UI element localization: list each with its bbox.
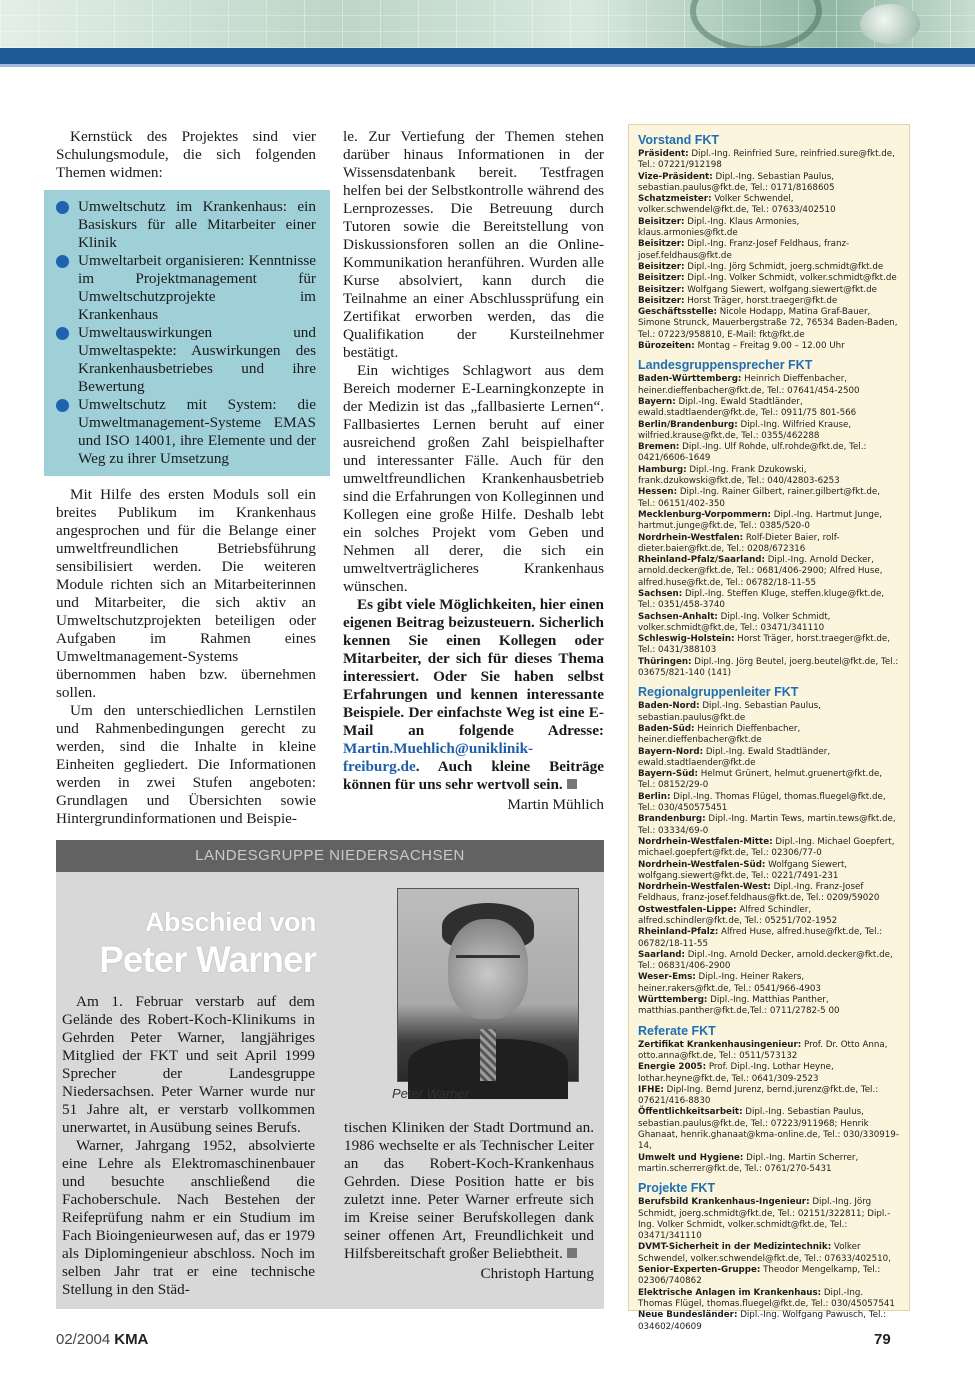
contact-details: Dipl.-Ing. Wolfgang Pawusch, Tel.: 034602/40609 bbox=[638, 1310, 887, 1332]
contact-entry bbox=[638, 487, 900, 510]
contact-details: Dipl.-Ing. Volker Schmidt, volker.schmidt@fkt.de bbox=[684, 273, 897, 284]
contact-entry bbox=[638, 296, 900, 307]
contact-role: Baden-Süd: bbox=[638, 723, 695, 734]
contact-role: Mecklenburg-Vorpommern: bbox=[638, 509, 772, 520]
contact-details: Dipl.-Ing. Ewald Stadtländer, ewald.stadtlaender@fkt.de bbox=[638, 746, 831, 768]
contact-details: Wolfgang Siewert, wolfgang.siewert@fkt.de, Tel.: 0221/7491-231 bbox=[638, 859, 848, 881]
body-paragraph: Mit Hilfe des ersten Moduls soll ein breites Publikum im Krankenhaus angesprochen und für die Belange einer umweltfreundlichen Betriebsführung sensibilisiert werden. Die weiteren Module richten sich an Mitarbeiterinnen und Mitarbeiter, die sich aktiv an Umweltschutzprojekten beteiligen oder Aufgaben im Rahmen eines Umweltmanagement-Systems übernommen haben bzw. übernehmen sollen. bbox=[56, 486, 316, 701]
contact-role: Elektrische Anlagen im Krankenhaus: bbox=[638, 1287, 822, 1298]
contact-entry bbox=[638, 972, 900, 995]
contact-details: Heinrich Dieffenbacher, heiner.dieffenbacher@fkt.de bbox=[638, 723, 801, 746]
contact-entry bbox=[638, 927, 900, 950]
contact-details: Dipl.-Ing. Jörg Schmidt, joerg.schmidt@fkt.de, Tel.: 02151/322811; Dipl.-Ing. Volker Schmidt, volker.schmidt@fkt.de, Tel.: 03471/341110 bbox=[638, 1197, 891, 1242]
module-text: Umweltauswirkungen und Umweltaspekte: Auswirkungen des Krankenhausbetriebes und ihre Bewertung bbox=[78, 324, 316, 395]
contact-entry bbox=[638, 1085, 900, 1108]
contact-entry bbox=[638, 285, 900, 296]
module-item bbox=[56, 324, 316, 396]
issue-date: 02/2004 bbox=[56, 1331, 111, 1348]
contact-role: Baden-Nord: bbox=[638, 701, 700, 712]
contact-entry bbox=[638, 1242, 900, 1265]
contact-entry bbox=[638, 172, 900, 195]
module-item bbox=[56, 198, 316, 252]
contact-role: Bürozeiten: bbox=[638, 341, 695, 352]
body-paragraph bbox=[344, 1119, 594, 1263]
contact-entry bbox=[638, 1197, 900, 1242]
contact-entry bbox=[638, 634, 900, 657]
contact-details: Rolf-Dieter Baier, rolf-dieter.baier@fkt.de, Tel.: 0208/672316 bbox=[638, 532, 840, 554]
contact-entry bbox=[638, 374, 900, 397]
contact-role: IFHE: bbox=[638, 1084, 664, 1095]
contact-details: Wolfgang Siewert, wolfgang.siewert@fkt.de bbox=[684, 284, 878, 295]
contact-entry bbox=[638, 262, 900, 273]
contact-details: Dipl.-Ing. Arnold Decker, arnold.decker@fkt.de, Tel.: 06831/406-2900 bbox=[638, 949, 893, 972]
contact-role: Beisitzer: bbox=[638, 273, 685, 284]
contact-entry bbox=[638, 792, 900, 815]
intro-paragraph: Kernstück des Projektes sind vier Schulungsmodule, die sich folgenden Themen widmen: bbox=[56, 128, 316, 181]
contact-entry bbox=[638, 882, 900, 905]
contact-role: Energie 2005: bbox=[638, 1062, 707, 1073]
call-to-action-end: . Auch kleine Beiträge können für uns sehr wertvoll sein. bbox=[343, 758, 604, 793]
contact-entry bbox=[638, 995, 900, 1018]
contact-entry bbox=[638, 747, 900, 770]
contact-details: Dipl.-Ing. Jörg Schmidt, joerg.schmidt@fkt.de bbox=[684, 261, 884, 272]
contact-details: Dipl.-Ing. Frank Dzukowski, frank.dzukowski@fkt.de, Tel.: 040/42803-6253 bbox=[638, 464, 840, 487]
contact-role: Thüringen: bbox=[638, 656, 692, 667]
contact-role: Nordrhein-Westfalen: bbox=[638, 532, 744, 543]
contact-entry bbox=[638, 217, 900, 240]
body-paragraph: Um den unterschiedlichen Lernstilen und Rahmenbedingungen gerecht zu werden, sind die Inhalte in kleine Einheiten gegliedert. Die Informationen werden in zwei Stufen angeboten: Grundlagen und Übersichten sowie Hintergrundinformationen und Beispie- bbox=[56, 702, 316, 827]
contact-details: Helmut Grünert, helmut.gruenert@fkt.de, Tel.: 08152/29-0 bbox=[638, 769, 883, 791]
obituary-column-2 bbox=[344, 1119, 594, 1283]
contact-role: Öffentlichkeitsarbeit: bbox=[638, 1107, 743, 1118]
end-mark-icon bbox=[567, 779, 577, 789]
module-text: Umweltarbeit organisieren: Kenntnisse im Projektmanagement für Umweltschutzprojekte im Krankenhaus bbox=[78, 252, 316, 323]
sidebar-section bbox=[638, 685, 900, 1017]
module-list bbox=[44, 190, 330, 476]
contact-role: Zertifikat Krankenhausingenieur: bbox=[638, 1039, 802, 1050]
contact-role: Berlin: bbox=[638, 791, 671, 802]
sidebar-section-title: Referate FKT bbox=[638, 1023, 716, 1038]
contact-details: Dipl.-Ing. Thomas Flügel, thomas.fluegel@fkt.de, Tel.: 030/45057541 bbox=[638, 1287, 895, 1309]
contact-entry bbox=[638, 442, 900, 465]
contact-role: Beisitzer: bbox=[638, 261, 685, 272]
contact-entry bbox=[638, 510, 900, 533]
contact-entry bbox=[638, 612, 900, 635]
sidebar-section bbox=[638, 1024, 900, 1176]
contact-details: Volker Schwendel, volker.schwendel@fkt.de, Tel.: 07633/402510, bbox=[638, 1242, 891, 1264]
contact-entry bbox=[638, 769, 900, 792]
contact-role: Nordrhein-Westfalen-West: bbox=[638, 882, 771, 893]
obituary-box bbox=[56, 840, 604, 1309]
sidebar-section bbox=[638, 1181, 900, 1333]
contact-role: Bayern-Süd: bbox=[638, 769, 698, 780]
contact-details: Dipl.-Ing. Klaus Armonies, klaus.armonies@fkt.de bbox=[638, 216, 800, 239]
body-paragraph: Am 1. Februar verstarb auf dem Gelände des Robert-Koch-Klinikums in Gehrden Peter Warner, langjähriges Mitglied der FKT und seit April 1999 Sprecher der Landesgruppe Niedersachsen. Peter Warner wurde nur 51 Jahre alt, er verstarb vollkommen unerwartet, in Ausübung seines Berufs. bbox=[62, 993, 315, 1136]
email-link[interactable]: Martin.Muehlich@uniklinik-freiburg.de bbox=[343, 740, 534, 775]
contact-role: Schatzmeister: bbox=[638, 194, 712, 205]
contact-entry bbox=[638, 273, 900, 284]
contact-details: Theodor Mengelkamp, Tel.: 02306/740862 bbox=[638, 1265, 881, 1287]
contact-role: Rheinland-Pfalz: bbox=[638, 927, 719, 938]
module-item bbox=[56, 396, 316, 468]
contact-role: Berufsbild Krankenhaus-Ingenieur: bbox=[638, 1197, 810, 1208]
contact-details: Alfred Schindler, alfred.schindler@fkt.de, Tel.: 05251/702-1952 bbox=[638, 904, 838, 926]
contact-role: Nordrhein-Westfalen-Süd: bbox=[638, 859, 766, 870]
contact-role: Geschäftsstelle: bbox=[638, 307, 718, 318]
contact-details: Horst Träger, horst.traeger@fkt.de, Tel.: 0431/388103 bbox=[638, 634, 891, 656]
contact-entry bbox=[638, 701, 900, 724]
contact-entry bbox=[638, 1265, 900, 1288]
contact-entry bbox=[638, 1153, 900, 1176]
contact-role: Umwelt und Hygiene: bbox=[638, 1152, 744, 1163]
contact-details: Dipl.-Ing. Ewald Stadtländer, ewald.stadtlaender@fkt.de, Tel.: 0911/75 801-566 bbox=[638, 396, 857, 419]
contact-details: Dipl.-Ing. Sebastian Paulus, sebastian.paulus@fkt.de bbox=[638, 701, 821, 723]
contact-details: Dipl.-Ing. Sebastian Paulus, sebastian.paulus@fkt.de, Tel.: 07223/911968; Henrik Ghanaat, henrik.ghanaat@kma-online.de, Tel.: 030/330919-14, bbox=[638, 1107, 899, 1152]
body-paragraph: le. Zur Vertiefung der Themen stehen darüber hinaus Informationen in der Wissensdatenbank bereit. Testfragen helfen bei der Selbstkontrolle während des Lernprozesses. Die Betreuung durch Tutoren sowie die Bereitstellung von Diskussionsforen sollen an die Online-Kommunikation heranführen. Wurden alle Kurse absolviert, kann durch die Teilnahme an einer Abschlussprüfung ein Zertifikat erworben werden, das die Qualifikation der Kursteilnehmer bestätigt. bbox=[343, 128, 604, 361]
contact-role: Nordrhein-Westfalen-Mitte: bbox=[638, 836, 773, 847]
contact-role: Schleswig-Holstein: bbox=[638, 634, 735, 645]
contact-details: Nicole Hodapp, Matina Graf-Bauer, Simone Strunck, Mauerbergstraße 72, 76534 Baden-Baden, Tel.: 07223/958810, E-Mail: fkt@fkt.de bbox=[638, 307, 898, 340]
contact-role: Bremen: bbox=[638, 442, 680, 453]
contact-entry bbox=[638, 950, 900, 973]
contact-role: Brandenburg: bbox=[638, 814, 706, 825]
contact-role: DVMT-Sicherheit in der Medizintechnik: bbox=[638, 1242, 832, 1253]
contact-entry bbox=[638, 1288, 900, 1311]
page-number: 79 bbox=[874, 1331, 891, 1348]
body-text: tischen Kliniken der Stadt Dortmund an. 1986 wechselte er als Technischer Leiter an das Robert-Koch-Krankenhaus Gehrden. Diese Position hatte er bis zuletzt inne. Peter Warner erfreute sich im Kreise seiner Berufskollegen dank seiner offenen Art, Freundlichkeit und Hilfsbereitschaft großer Beliebtheit. bbox=[344, 1119, 594, 1262]
contact-details: Dipl.-Ing. Arnold Decker, arnold.decker@fkt.de, Tel.: 0681/406-2900; Alfred Huse, alfred.huse@fkt.de, Tel.: 06782/18-11-55 bbox=[638, 555, 883, 588]
contact-role: Weser-Ems: bbox=[638, 972, 696, 983]
bullet-dot-icon bbox=[56, 255, 69, 268]
contact-entry bbox=[638, 1107, 900, 1152]
end-mark-icon bbox=[567, 1248, 577, 1258]
contact-role: Sachsen-Anhalt: bbox=[638, 611, 718, 622]
section-band bbox=[56, 840, 604, 872]
contact-role: Hamburg: bbox=[638, 464, 687, 475]
obituary-author: Christoph Hartung bbox=[480, 1265, 594, 1282]
contact-details: Dipl.-Ing. Sebastian Paulus, sebastian.paulus@fkt.de, Tel.: 0171/8168605 bbox=[638, 171, 835, 193]
sidebar-section bbox=[638, 133, 900, 352]
contact-entry bbox=[638, 589, 900, 612]
module-text: Umweltschutz im Krankenhaus: ein Basiskurs für alle Mitarbeiter einer Klinik bbox=[78, 198, 316, 251]
call-to-action-text: Es gibt viele Möglichkeiten, hier einen eigenen Beitrag beizusteuern. Sicherlich kennen Sie einen Kollegen oder Mitarbeiter, der sich für dieses Thema interessiert. Oder Sie haben selbst Erfahrungen und kennen interessante Beispiele. Der einfachste Weg ist eine E-Mail an folgende Adresse: bbox=[343, 596, 604, 739]
contact-details: Prof. Dipl.-Ing. Lothar Heyne, lothar.heyne@fkt.de, Tel.: 0641/309-2523 bbox=[638, 1062, 834, 1084]
contact-entry bbox=[638, 341, 900, 352]
contact-role: Beisitzer: bbox=[638, 295, 685, 306]
contact-role: Berlin/Brandenburg: bbox=[638, 419, 738, 430]
contact-details: Dipl.-Ing. Reinfried Sure, reinfried.sure@fkt.de, Tel.: 07221/912198 bbox=[638, 149, 895, 171]
contact-details: Dipl.-Ing. Martin Scherrer, martin.scherrer@fkt.de, Tel.: 0761/270-5431 bbox=[638, 1152, 859, 1174]
contact-entry bbox=[638, 657, 900, 680]
contact-role: Vize-Präsident: bbox=[638, 171, 713, 182]
photo-caption: Peter Warner bbox=[392, 1086, 470, 1101]
contact-role: Beisitzer: bbox=[638, 216, 685, 227]
contact-details: Heinrich Dieffenbacher, heiner.dieffenbacher@fkt.de, Tel.: 07641/454-2500 bbox=[638, 374, 860, 396]
contact-role: Baden-Württemberg: bbox=[638, 374, 742, 385]
contact-details: Volker Schwendel, volker.schwendel@fkt.de, Tel.: 07633/402510 bbox=[638, 194, 836, 216]
sidebar-section-title: Vorstand FKT bbox=[638, 133, 720, 147]
obituary-column-1 bbox=[62, 993, 315, 1299]
sidebar-section-title: Projekte FKT bbox=[638, 1181, 716, 1196]
contact-details: Horst Träger, horst.traeger@fkt.de bbox=[684, 295, 838, 306]
magazine-name: KMA bbox=[114, 1331, 149, 1348]
contact-details: Dipl.-Ing. Thomas Flügel, thomas.fluegel@fkt.de, Tel.: 030/450575451 bbox=[638, 791, 886, 814]
contact-entry bbox=[638, 814, 900, 837]
contact-details: Dipl.-Ing. Hartmut Junge, hartmut.junge@fkt.de, Tel.: 0385/520-0 bbox=[638, 509, 882, 532]
contact-entry bbox=[638, 1062, 900, 1085]
contact-entry bbox=[638, 860, 900, 883]
module-item bbox=[56, 252, 316, 324]
bullet-dot-icon bbox=[56, 327, 69, 340]
contact-details: Dipl.-Ing. Michael Goepfert, michael.goepfert@fkt.de, Tel.: 02306/77-0 bbox=[638, 836, 895, 859]
module-text: Umweltschutz mit System: die Umweltmanagement-Systeme EMAS und ISO 14001, ihre Elemente und der Weg zu ihrer Umsetzung bbox=[78, 396, 316, 467]
contact-entry bbox=[638, 1040, 900, 1063]
contact-entry bbox=[638, 905, 900, 928]
contact-details: Prof. Dr. Otto Anna, otto.anna@fkt.de, Tel.: 0511/573132 bbox=[638, 1039, 888, 1061]
footer-issue bbox=[56, 1331, 148, 1348]
body-paragraph: Warner, Jahrgang 1952, absolvierte eine Lehre als Elektromaschinenbauer und besuchte anschließend die Fachoberschule. Nach Bestehen der Reifeprüfung nahm er ein Studium im Fach Bioingenieurwesen auf, das er 1979 als Diplomingenieur abschloss. Noch im selben Jahr trat er eine technische Stellung in den Städ- bbox=[62, 1137, 315, 1298]
contact-entry bbox=[638, 149, 900, 172]
sidebar-section-title: Landesgruppensprecher FKT bbox=[638, 358, 813, 373]
contact-entry bbox=[638, 239, 900, 262]
contact-details: Dipl.-Ing. Franz-Josef Feldhaus, franz-josef.feldhaus@fkt.de, Tel.: 0209/59020 bbox=[638, 882, 880, 904]
portrait-photo bbox=[397, 888, 579, 1082]
contact-details: Dipl-Ing. Bernd Jurenz, bernd.jurenz@fkt.de, Tel.: 07621/416-8830 bbox=[638, 1084, 879, 1107]
headline-line-1: Abschied von bbox=[144, 907, 316, 937]
header-photo-banner bbox=[0, 0, 975, 48]
bullet-dot-icon bbox=[56, 399, 69, 412]
contact-role: Württemberg: bbox=[638, 995, 708, 1006]
contact-details: Dipl.-Ing. Volker Schmidt, volker.schmidt@fkt.de, Tel.: 03471/341110 bbox=[638, 611, 831, 633]
contact-role: Präsident: bbox=[638, 149, 689, 159]
contact-entry bbox=[638, 420, 900, 443]
contact-role: Hessen: bbox=[638, 487, 678, 498]
contact-entry bbox=[638, 397, 900, 420]
section-band-label: LANDESGRUPPE NIEDERSACHSEN bbox=[195, 847, 465, 864]
sidebar-section-title: Regionalgruppenleiter FKT bbox=[638, 685, 799, 700]
bullet-dot-icon bbox=[56, 201, 69, 214]
fkt-contacts-sidebar bbox=[628, 124, 910, 1332]
contact-role: Beisitzer: bbox=[638, 239, 685, 250]
contact-role: Ostwestfalen-Lippe: bbox=[638, 904, 737, 915]
contact-entry bbox=[638, 465, 900, 488]
contact-details: Dipl.-Ing. Ulf Rohde, ulf.rohde@fkt.de, Tel.: 0421/6606-1649 bbox=[638, 442, 867, 464]
contact-details: Dipl.-Ing. Rainer Gilbert, rainer.gilbert@fkt.de, Tel.: 06151/402-350 bbox=[638, 487, 880, 509]
contact-entry bbox=[638, 555, 900, 589]
contact-role: Senior-Experten-Gruppe: bbox=[638, 1265, 761, 1276]
contact-details: Dipl.-Ing. Steffen Kluge, steffen.kluge@fkt.de, Tel.: 0351/458-3740 bbox=[638, 588, 885, 611]
contact-role: Sachsen: bbox=[638, 588, 683, 599]
contact-entry bbox=[638, 837, 900, 860]
contact-details: Dipl.-Ing. Martin Tews, martin.tews@fkt.de, Tel.: 03334/69-0 bbox=[638, 814, 896, 836]
sidebar-section bbox=[638, 358, 900, 679]
contact-details: Montag – Freitag 9.00 – 12.00 Uhr bbox=[694, 341, 845, 352]
call-to-action bbox=[343, 596, 604, 794]
obituary-headline bbox=[76, 906, 316, 982]
contact-details: Alfred Huse, alfred.huse@fkt.de, Tel.: 06782/18-11-55 bbox=[638, 927, 883, 949]
contact-details: Dipl.-Ing. Jörg Beutel, joerg.beutel@fkt.de, Tel.: 03675/821-140 (141) bbox=[638, 656, 899, 679]
contact-entry bbox=[638, 194, 900, 217]
contact-entry bbox=[638, 724, 900, 747]
article-column-1 bbox=[56, 128, 316, 828]
contact-details: Dipl.-Ing. Matthias Panther, matthias.panther@fkt.de,Tel.: 0711/2782-5 00 bbox=[638, 995, 840, 1017]
headline-line-2: Peter Warner bbox=[99, 939, 316, 980]
contact-details: Dipl.-Ing. Heiner Rakers, heiner.rakers@fkt.de, Tel.: 0541/966-4903 bbox=[638, 972, 821, 994]
article-author: Martin Mühlich bbox=[507, 796, 604, 813]
contact-role: Saarland: bbox=[638, 949, 685, 960]
contact-entry bbox=[638, 307, 900, 341]
header-blue-bar bbox=[0, 48, 975, 64]
contact-entry bbox=[638, 1310, 900, 1333]
header-light-rule bbox=[0, 64, 975, 67]
contact-details: Dipl.-Ing. Franz-Josef Feldhaus, franz-josef.feldhaus@fkt.de bbox=[638, 239, 850, 261]
contact-role: Bayern-Nord: bbox=[638, 746, 704, 757]
contact-role: Rheinland-Pfalz/Saarland: bbox=[638, 555, 765, 566]
contact-role: Bayern: bbox=[638, 396, 676, 407]
article-column-2 bbox=[343, 128, 604, 814]
body-paragraph: Ein wichtiges Schlagwort aus dem Bereich moderner E-Learningkonzepte in der Medizin ist das „fallbasierte Lernen“. Fallbasiertes Lernen beruht auf einer ausreichend großen Zahl beispielhafter und interessanter Fälle. Auch für den umweltfreundlichen Krankenhausbetrieb sind die Erfahrungen von Kolleginnen und Kollegen eine große Hilfe. Deshalb lebt ein solches Projekt vom Geben und Nehmen all derer, die sich ein umweltverträglicheres Krankenhaus wünschen. bbox=[343, 362, 604, 595]
contact-role: Beisitzer: bbox=[638, 284, 685, 295]
contact-details: Dipl.-Ing. Wilfried Krause, wilfried.krause@fkt.de, Tel.: 0355/462288 bbox=[638, 419, 852, 441]
contact-role: Neue Bundesländer: bbox=[638, 1310, 738, 1321]
contact-entry bbox=[638, 533, 900, 556]
